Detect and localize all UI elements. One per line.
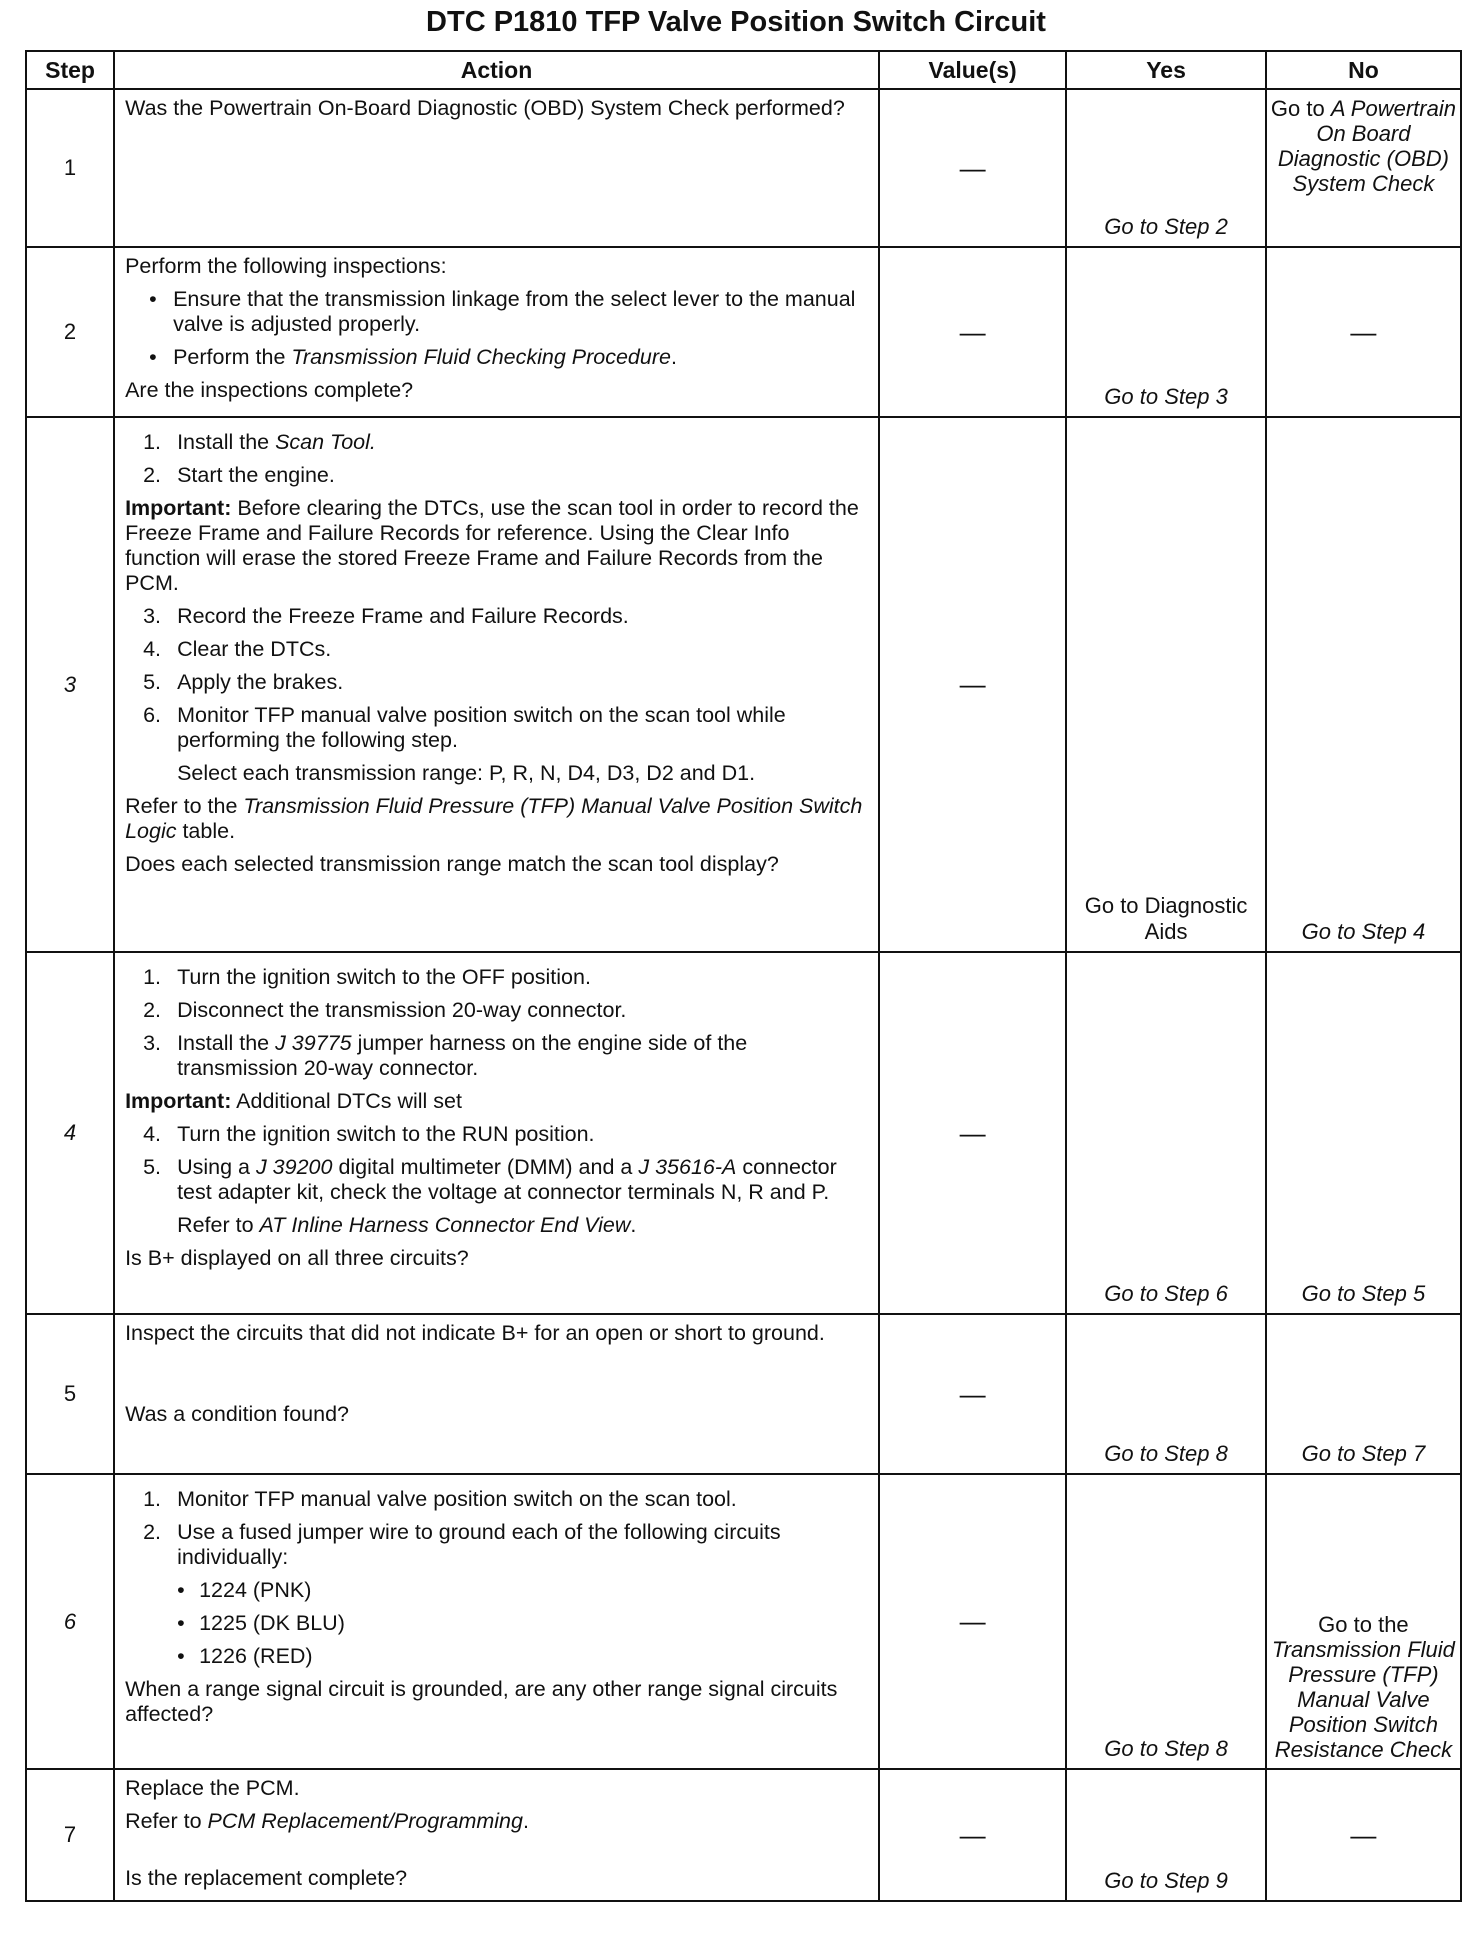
table-row-step-1 bbox=[26, 89, 1461, 247]
list-item: • 1225 (DK BLU) bbox=[177, 1611, 345, 1635]
table-row-step-4 bbox=[26, 952, 1461, 1314]
action-intro: Perform the following inspections: bbox=[125, 254, 447, 278]
list-item: 6. Monitor TFP manual valve position switch on the scan tool while performing the following step. bbox=[143, 703, 786, 752]
value-cell: — bbox=[879, 1769, 1066, 1901]
header-no: No bbox=[1266, 51, 1461, 89]
action-cell bbox=[114, 1474, 879, 1769]
no-cell: Go to Step 4 bbox=[1266, 417, 1461, 952]
value-cell: — bbox=[879, 1474, 1066, 1769]
important-note: Important: Additional DTCs will set bbox=[125, 1089, 462, 1113]
no-prefix: Go to bbox=[1270, 96, 1331, 121]
action-question: Is B+ displayed on all three circuits? bbox=[125, 1246, 469, 1270]
list-item: 1. Monitor TFP manual valve position switch on the scan tool. bbox=[143, 1487, 737, 1511]
list-item: • 1224 (PNK) bbox=[177, 1578, 312, 1602]
action-text: Replace the PCM. bbox=[125, 1776, 300, 1800]
header-yes: Yes bbox=[1066, 51, 1266, 89]
refer-note: Refer to the Transmission Fluid Pressure (TFP) Manual Valve Position Switch Logic table. bbox=[125, 794, 863, 843]
list-item: 4. Turn the ignition switch to the RUN position. bbox=[143, 1122, 595, 1146]
refer-note: Refer to PCM Replacement/Programming. bbox=[125, 1809, 529, 1833]
list-item: 4. Clear the DTCs. bbox=[143, 637, 332, 661]
list-item: 2. Start the engine. bbox=[143, 463, 335, 487]
action-question: Is the replacement complete? bbox=[125, 1866, 408, 1890]
yes-cell: Go to Step 9 bbox=[1066, 1769, 1266, 1901]
step-number: 2 bbox=[26, 247, 114, 417]
list-item: 2. Use a fused jumper wire to ground each of the following circuits individually: bbox=[143, 1520, 781, 1569]
no-cell bbox=[1266, 1474, 1461, 1769]
step-number: 4 bbox=[26, 952, 114, 1314]
yes-cell: Go to Step 3 bbox=[1066, 247, 1266, 417]
action-cell bbox=[114, 1769, 879, 1901]
list-item: 1. Install the Scan Tool. bbox=[143, 430, 376, 454]
value-cell: — bbox=[879, 1314, 1066, 1474]
yes-cell: Go to Step 8 bbox=[1066, 1314, 1266, 1474]
no-cell bbox=[1266, 89, 1461, 247]
list-subitem: Select each transmission range: P, R, N, D4, D3, D2 and D1. bbox=[177, 761, 756, 785]
action-cell bbox=[114, 1314, 879, 1474]
no-cell: — bbox=[1266, 1769, 1461, 1901]
list-item: • Perform the Transmission Fluid Checking Procedure. bbox=[149, 345, 677, 369]
yes-cell: Go to Step 2 bbox=[1066, 89, 1266, 247]
action-question: When a range signal circuit is grounded, are any other range signal circuits affected? bbox=[125, 1677, 838, 1726]
action-text: Inspect the circuits that did not indicate B+ for an open or short to ground. bbox=[125, 1321, 825, 1345]
step-number: 7 bbox=[26, 1769, 114, 1901]
table-row-step-5 bbox=[26, 1314, 1461, 1474]
action-cell bbox=[114, 247, 879, 417]
diagnostic-table bbox=[25, 50, 1462, 1902]
list-subitem: Refer to AT Inline Harness Connector End View. bbox=[177, 1213, 637, 1237]
value-cell: — bbox=[879, 89, 1066, 247]
list-item: 5. Using a J 39200 digital multimeter (DMM) and a J 35616-A connector test adapter kit, check the voltage at connector terminals N, R and P. bbox=[143, 1155, 837, 1204]
value-cell: — bbox=[879, 952, 1066, 1314]
action-question: Was a condition found? bbox=[125, 1402, 349, 1426]
table-row-step-6 bbox=[26, 1474, 1461, 1769]
action-question: Was the Powertrain On-Board Diagnostic (OBD) System Check performed? bbox=[125, 96, 845, 120]
no-reference: A Powertrain On Board Diagnostic (OBD) System Check bbox=[1277, 96, 1456, 196]
list-item: • 1226 (RED) bbox=[177, 1644, 313, 1668]
list-item: 1. Turn the ignition switch to the OFF position. bbox=[143, 965, 591, 989]
value-cell: — bbox=[879, 247, 1066, 417]
list-item: 2. Disconnect the transmission 20-way connector. bbox=[143, 998, 627, 1022]
action-cell bbox=[114, 952, 879, 1314]
no-cell: Go to Step 7 bbox=[1266, 1314, 1461, 1474]
step-number: 6 bbox=[26, 1474, 114, 1769]
yes-cell: Go to Step 6 bbox=[1066, 952, 1266, 1314]
yes-cell: Go to Step 8 bbox=[1066, 1474, 1266, 1769]
action-question: Does each selected transmission range match the scan tool display? bbox=[125, 852, 779, 876]
header-action: Action bbox=[114, 51, 879, 89]
action-cell bbox=[114, 417, 879, 952]
value-cell: — bbox=[879, 417, 1066, 952]
list-item: 3. Record the Freeze Frame and Failure Records. bbox=[143, 604, 629, 628]
table-row-step-2 bbox=[26, 247, 1461, 417]
step-number: 3 bbox=[26, 417, 114, 952]
header-step: Step bbox=[26, 51, 114, 89]
no-cell: — bbox=[1266, 247, 1461, 417]
yes-cell: Go to Diagnostic Aids bbox=[1066, 417, 1266, 952]
table-header-row bbox=[26, 51, 1461, 89]
no-prefix: Go to the bbox=[1318, 1612, 1409, 1637]
no-cell: Go to Step 5 bbox=[1266, 952, 1461, 1314]
list-item: 5. Apply the brakes. bbox=[143, 670, 344, 694]
list-item: • Ensure that the transmission linkage from the select lever to the manual valve is adjusted properly. bbox=[149, 287, 856, 336]
important-note: Important: Before clearing the DTCs, use the scan tool in order to record the Freeze Frame and Failure Records for reference. Using the Clear Info function will erase the stored Freeze Frame and Failure Records from the PCM. bbox=[125, 496, 859, 595]
list-item: 3. Install the J 39775 jumper harness on the engine side of the transmission 20-way connector. bbox=[143, 1031, 748, 1080]
page-title: DTC P1810 TFP Valve Position Switch Circuit bbox=[426, 6, 1046, 38]
table-row-step-3 bbox=[26, 417, 1461, 952]
step-number: 5 bbox=[26, 1314, 114, 1474]
table-row-step-7 bbox=[26, 1769, 1461, 1901]
header-values: Value(s) bbox=[879, 51, 1066, 89]
action-question: Are the inspections complete? bbox=[125, 378, 414, 402]
no-reference: Transmission Fluid Pressure (TFP) Manual Valve Position Switch Resistance Check bbox=[1271, 1637, 1455, 1762]
action-cell bbox=[114, 89, 879, 247]
step-number: 1 bbox=[26, 89, 114, 247]
